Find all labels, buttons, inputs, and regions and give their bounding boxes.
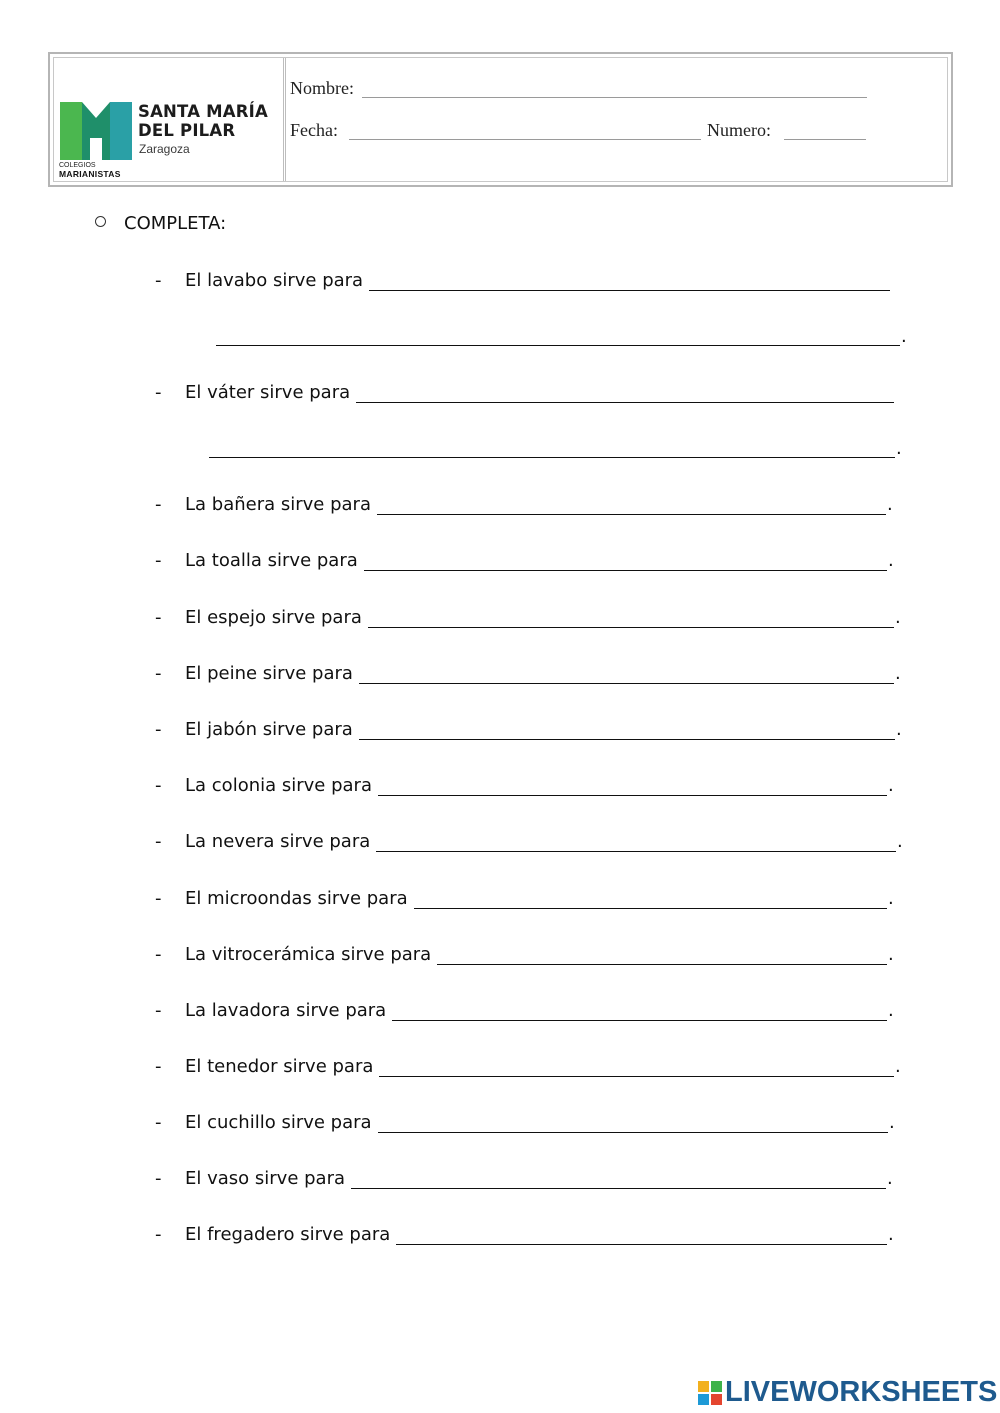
exercise-row	[155, 663, 915, 687]
end-period: .	[896, 438, 902, 459]
exercise-row	[155, 494, 915, 518]
dash-bullet: -	[155, 1056, 162, 1077]
dash-bullet: -	[155, 1000, 162, 1021]
exercise-prompt: La vitrocerámica sirve para	[185, 944, 432, 965]
end-period: .	[895, 607, 901, 628]
logo-left-block	[60, 102, 82, 160]
exercise-row	[155, 944, 915, 968]
end-period: .	[901, 326, 907, 347]
exercise-row	[155, 1056, 915, 1080]
exercise-row	[155, 1168, 915, 1192]
exercise-prompt: El microondas sirve para	[185, 888, 408, 909]
end-period: .	[897, 831, 903, 852]
answer-blank[interactable]	[364, 570, 887, 571]
exercise-row	[155, 1112, 915, 1136]
end-period: .	[888, 1224, 894, 1245]
liveworksheets-logo-icon	[698, 1381, 722, 1405]
exercise-prompt: El vaso sirve para	[185, 1168, 346, 1189]
exercise-row	[155, 1000, 915, 1024]
dash-bullet: -	[155, 550, 162, 571]
answer-blank[interactable]	[392, 1020, 887, 1021]
exercise-prompt: La nevera sirve para	[185, 831, 371, 852]
school-logo-cell	[54, 58, 286, 181]
answer-blank[interactable]	[368, 627, 894, 628]
exercise-prompt: El espejo sirve para	[185, 607, 362, 628]
exercise-prompt: El tenedor sirve para	[185, 1056, 374, 1077]
answer-blank[interactable]	[376, 851, 896, 852]
dash-bullet: -	[155, 382, 162, 403]
answer-blank[interactable]	[379, 1076, 894, 1077]
end-period: .	[888, 550, 894, 571]
end-period: .	[895, 1056, 901, 1077]
exercise-row	[155, 888, 915, 912]
dash-bullet: -	[155, 663, 162, 684]
exercise-prompt: El jabón sirve para	[185, 719, 353, 740]
end-period: .	[888, 1000, 894, 1021]
name-field[interactable]	[362, 80, 867, 98]
number-field[interactable]	[784, 122, 866, 140]
logo-door	[90, 142, 102, 160]
answer-blank[interactable]	[396, 1244, 887, 1245]
instruction-text: COMPLETA:	[124, 213, 227, 234]
answer-blank-continuation[interactable]	[209, 457, 895, 458]
answer-blank[interactable]	[351, 1188, 886, 1189]
end-period: .	[888, 775, 894, 796]
exercise-row	[155, 270, 915, 294]
end-period: .	[895, 663, 901, 684]
exercise-prompt: El peine sirve para	[185, 663, 353, 684]
end-period: .	[887, 1168, 893, 1189]
exercise-row	[155, 382, 915, 406]
name-label: Nombre:	[290, 78, 354, 98]
liveworksheets-brand	[698, 1376, 997, 1409]
exercise-prompt: El lavabo sirve para	[185, 270, 364, 291]
exercise-prompt: El váter sirve para	[185, 382, 351, 403]
exercise-prompt: La lavadora sirve para	[185, 1000, 387, 1021]
date-field[interactable]	[349, 122, 701, 140]
answer-blank[interactable]	[369, 290, 890, 291]
exercise-row	[155, 719, 915, 743]
date-label: Fecha:	[290, 120, 338, 140]
exercise-row	[155, 831, 915, 855]
dash-bullet: -	[155, 944, 162, 965]
answer-blank[interactable]	[359, 683, 894, 684]
school-city: Zaragoza	[139, 142, 190, 156]
exercise-prompt: La bañera sirve para	[185, 494, 371, 515]
exercise-row	[155, 550, 915, 574]
end-period: .	[896, 719, 902, 740]
end-period: .	[888, 888, 894, 909]
exercise-row	[155, 607, 915, 631]
dash-bullet: -	[155, 719, 162, 740]
dash-bullet: -	[155, 607, 162, 628]
exercise-prompt: El cuchillo sirve para	[185, 1112, 372, 1133]
circle-bullet-icon	[95, 216, 106, 227]
student-fields	[286, 58, 947, 181]
answer-blank[interactable]	[377, 514, 886, 515]
network-label-top: COLEGIOS	[59, 162, 96, 169]
end-period: .	[887, 494, 893, 515]
school-name	[138, 102, 268, 140]
exercise-prompt: El fregadero sirve para	[185, 1224, 391, 1245]
answer-blank[interactable]	[378, 795, 887, 796]
dash-bullet: -	[155, 1112, 162, 1133]
header-inner	[53, 57, 948, 182]
brand-text: LIVEWORKSHEETS	[725, 1376, 998, 1408]
header-box	[48, 52, 953, 187]
answer-blank[interactable]	[359, 739, 895, 740]
school-name-line2: DEL PILAR	[138, 121, 236, 140]
exercise-prompt: La colonia sirve para	[185, 775, 372, 796]
school-logo-icon	[60, 96, 132, 160]
dash-bullet: -	[155, 270, 162, 291]
number-label: Numero:	[707, 120, 771, 140]
instruction	[95, 213, 226, 234]
answer-blank[interactable]	[437, 964, 887, 965]
end-period: .	[888, 944, 894, 965]
answer-blank-continuation[interactable]	[216, 345, 900, 346]
dash-bullet: -	[155, 1168, 162, 1189]
answer-blank[interactable]	[414, 908, 887, 909]
end-period: .	[889, 1112, 895, 1133]
answer-blank[interactable]	[378, 1132, 888, 1133]
answer-blank[interactable]	[356, 402, 894, 403]
exercise-row	[155, 1224, 915, 1248]
logo-right-block	[110, 102, 132, 160]
network-label-bottom: MARIANISTAS	[59, 169, 121, 179]
dash-bullet: -	[155, 775, 162, 796]
dash-bullet: -	[155, 494, 162, 515]
school-name-line1: SANTA MARÍA	[138, 102, 268, 121]
exercise-prompt: La toalla sirve para	[185, 550, 358, 571]
dash-bullet: -	[155, 831, 162, 852]
exercise-row	[155, 775, 915, 799]
dash-bullet: -	[155, 1224, 162, 1245]
dash-bullet: -	[155, 888, 162, 909]
